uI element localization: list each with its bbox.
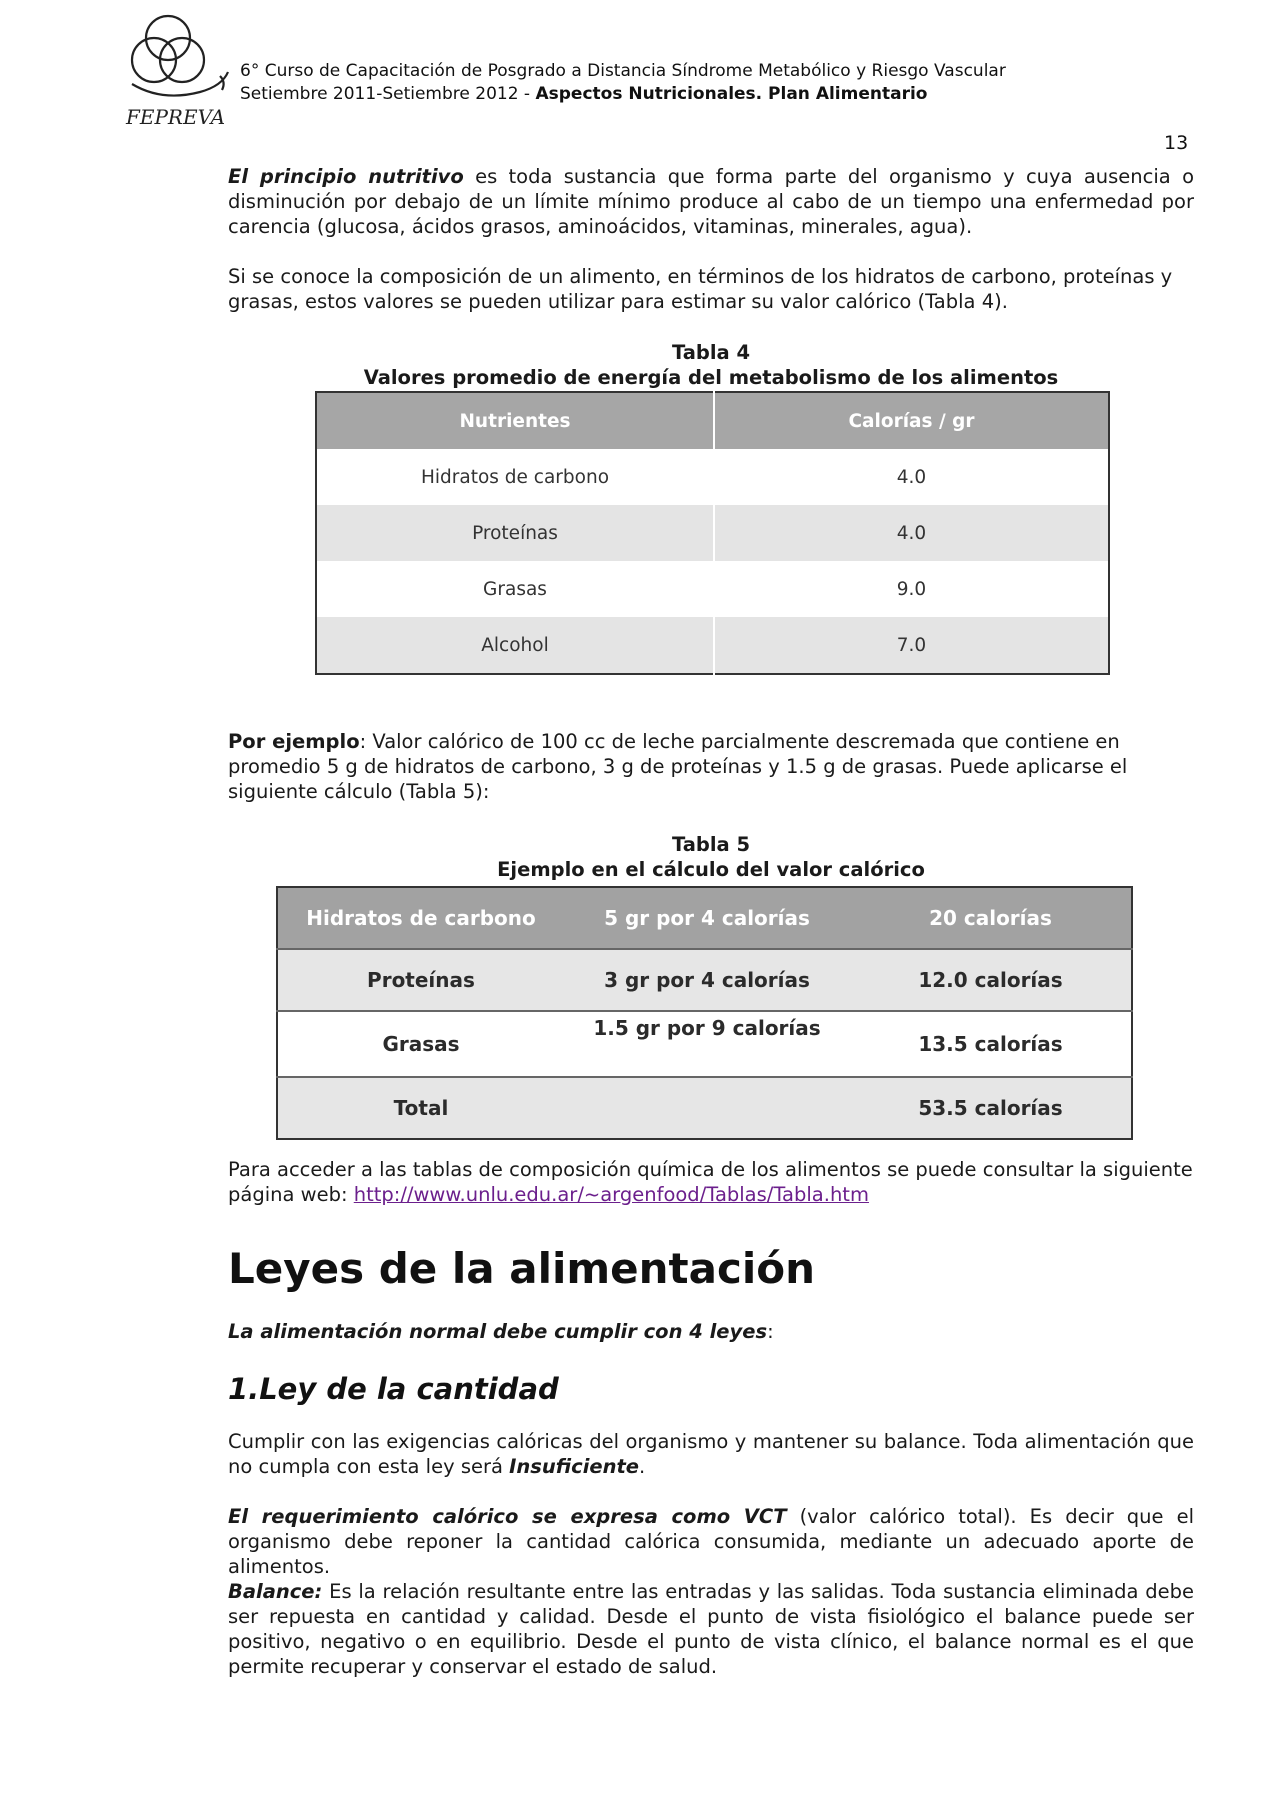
cell-calculation: 5 gr por 4 calorías [564, 887, 850, 949]
cell-calculation: 1.5 gr por 9 calorías [564, 1011, 850, 1077]
cell-result: 53.5 calorías [850, 1077, 1132, 1139]
cell-calories: 7.0 [714, 617, 1109, 674]
table5-caption-title: Ejemplo en el cálculo del valor calórico [497, 858, 925, 881]
paragraph-text: Cumplir con las exigencias calóricas del organismo y mantener su balance. Toda alimentación que no cumpla con esta ley será [228, 1430, 1194, 1478]
svg-text:FEPREVA: FEPREVA [126, 105, 226, 129]
paragraph-text: Si se conoce la composición de un alimento, en términos de los hidratos de carbono, proteínas y grasas, estos valores se pueden utilizar para estimar su valor calórico (Tabla 4). [228, 265, 1173, 313]
table5-caption-number: Tabla 5 [671, 833, 751, 856]
term-vct: El requerimiento calórico se expresa como VCT [228, 1505, 787, 1528]
paragraph-ejemplo [228, 729, 1194, 804]
paragraph-text: Para acceder a las tablas de composición química de los alimentos se puede consultar la siguiente página web: [228, 1158, 1193, 1206]
argenfood-link[interactable]: http://www.unlu.edu.ar/~argenfood/Tablas/Tabla.htm [353, 1183, 869, 1206]
column-header-nutrientes: Nutrientes [316, 392, 714, 449]
table4-caption-title: Valores promedio de energía del metabolismo de los alimentos [363, 366, 1059, 389]
table-row [316, 561, 1109, 617]
cell-calories: 9.0 [714, 561, 1109, 617]
cell-result: 20 calorías [850, 887, 1132, 949]
paragraph-text: (valor calórico total). Es decir que el organismo debe reponer la cantidad calórica consumida, mediante un adecuado aporte de alimentos. [228, 1505, 1194, 1578]
table-row [277, 887, 1132, 949]
table-header-row [316, 392, 1109, 449]
paragraph-text: es toda sustancia que forma parte del organismo y cuya ausencia o disminución por debajo de un límite mínimo produce al cabo de un tiempo una enfermedad por carencia (glucosa, ácidos grasos, aminoácidos, vitaminas, minerales, agua). [228, 165, 1194, 238]
cell-result: 13.5 calorías [850, 1011, 1132, 1077]
term-balance: Balance: [228, 1580, 323, 1603]
term-principio-nutritivo: El principio nutritivo [228, 165, 464, 188]
paragraph-principio-nutritivo [228, 164, 1194, 239]
cell-calculation: 3 gr por 4 calorías [564, 949, 850, 1011]
table4-caption-number: Tabla 4 [671, 341, 751, 364]
paragraph-text: : Valor calórico de 100 cc de leche parcialmente descremada que contiene en promedio 5 g de hidratos de carbono, 3 g de proteínas y 1.5 g de grasas. Puede aplicarse el siguiente cálculo (Tabla 5): [228, 730, 1128, 803]
cell-result: 12.0 calorías [850, 949, 1132, 1011]
cell-nutrient: Total [277, 1077, 564, 1139]
table-row [277, 1011, 1132, 1077]
header [240, 60, 1006, 106]
subsection-title: 1.Ley de la cantidad [228, 1372, 559, 1406]
table-row [316, 617, 1109, 674]
header-line-2 [240, 83, 1006, 106]
table-4-energia [315, 391, 1110, 675]
column-header-calorias: Calorías / gr [714, 392, 1109, 449]
table-row [316, 505, 1109, 561]
cell-nutrient: Proteínas [277, 949, 564, 1011]
header-topic: Aspectos Nutricionales. Plan Alimentario [535, 84, 928, 104]
cell-nutrient: Grasas [277, 1011, 564, 1077]
paragraph-text: Es la relación resultante entre las entradas y las salidas. Toda sustancia eliminada debe ser repuesta en cantidad y calidad. Desde el punto de vista fisiológico el balance puede ser positivo, negativo o en equilibrio. Desde el punto de vista clínico, el balance normal es el que permite recuperar y conservar el estado de salud. [228, 1580, 1194, 1678]
term-por-ejemplo: Por ejemplo [228, 730, 360, 753]
term-insuficiente: Insuficiente [509, 1455, 640, 1478]
cell-nutrient: Grasas [483, 578, 547, 600]
paragraph-composicion [228, 264, 1194, 314]
paragraph-vct-balance [228, 1504, 1194, 1679]
cell-calories: 4.0 [714, 505, 1109, 561]
page-number: 13 [1164, 132, 1189, 154]
cell-calculation [564, 1077, 850, 1139]
table-row-total [277, 1077, 1132, 1139]
fepreva-logo [122, 12, 238, 130]
table-row [316, 449, 1109, 505]
section-title: Leyes de la alimentación [228, 1244, 816, 1293]
cell-nutrient: Alcohol [316, 617, 714, 674]
cell-nutrient: Hidratos de carbono [420, 466, 610, 488]
section-intro-text: La alimentación normal debe cumplir con 4 leyes [228, 1320, 768, 1343]
header-line-1: 6° Curso de Capacitación de Posgrado a Distancia Síndrome Metabólico y Riesgo Vascular [240, 61, 1006, 81]
cell-nutrient: Proteínas [316, 505, 714, 561]
cell-calories: 4.0 [714, 449, 1109, 505]
section-intro-colon: : [767, 1320, 774, 1343]
table-row [277, 949, 1132, 1011]
header-dates: Setiembre 2011-Setiembre 2012 - [240, 84, 536, 104]
cell-nutrient: Hidratos de carbono [277, 887, 564, 949]
paragraph-end: . [639, 1455, 646, 1478]
section-intro [228, 1319, 1194, 1344]
paragraph-cantidad [228, 1429, 1194, 1479]
table-5-calculo [276, 886, 1133, 1140]
paragraph-tablas-web [228, 1157, 1194, 1207]
